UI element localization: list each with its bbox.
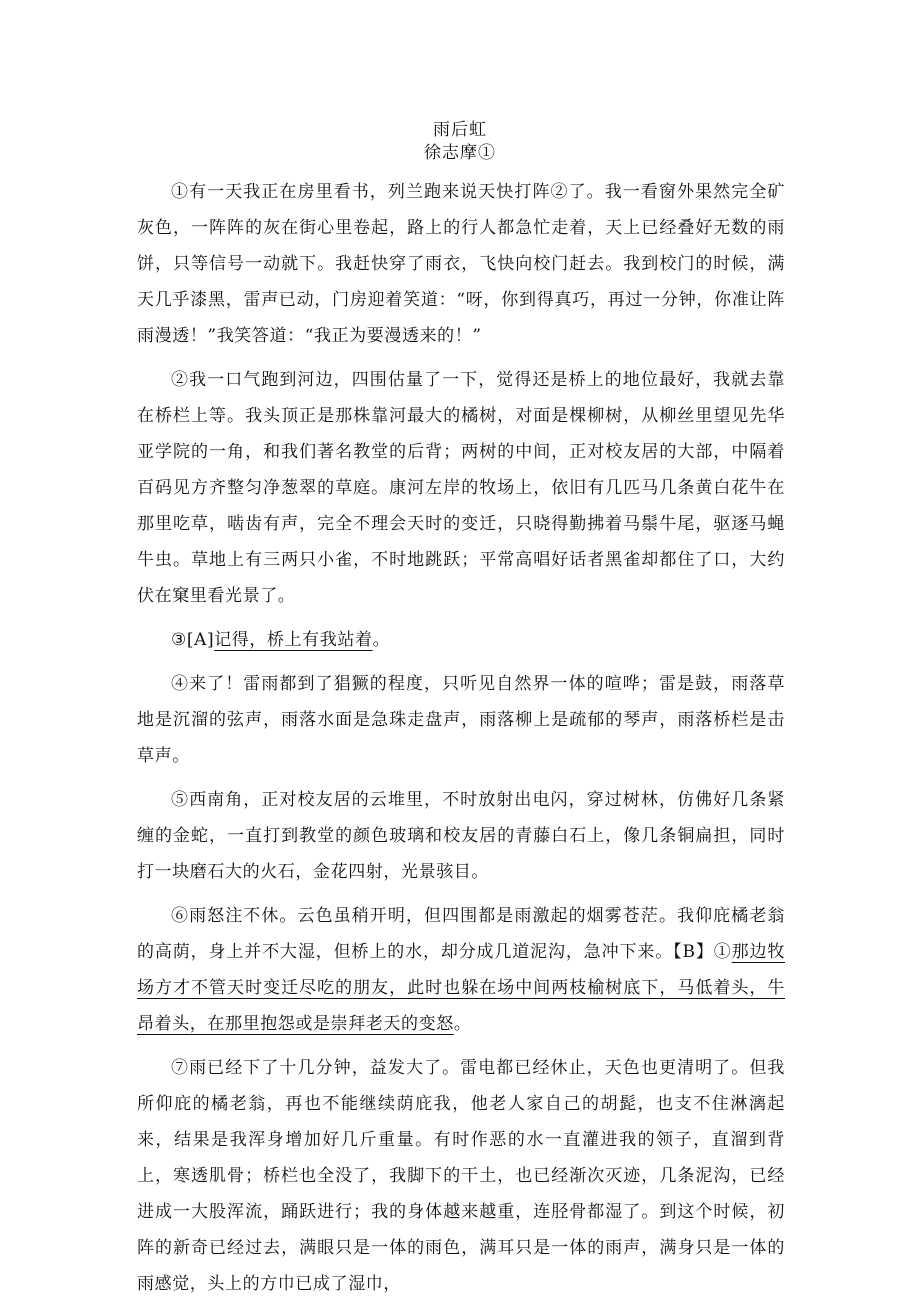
paragraph-3	[137, 622, 785, 658]
article-body	[137, 174, 785, 1310]
paragraph-1: ①有一天我正在房里看书，列兰跑来说天快打阵②了。我一看窗外果然完全矿灰色，一阵阵的灰在街心里卷起，路上的行人都急忙走着，天上已经叠好无数的雨饼，只等信号一动就下。我赶快穿了雨衣，飞快向校门赶去。我到校门的时候，满天几乎漆黑，雷声已动，门房迎着笑道：“呀，你到得真巧，再过一分钟，你准让阵雨漫透！”我笑答道：“我正为要漫透来的！”	[137, 182, 785, 346]
article-author: 徐志摩①	[424, 143, 496, 163]
paragraph-6-suffix: 。	[453, 1014, 472, 1034]
article-title: 雨后虹	[433, 120, 487, 140]
underlined-sentence-a: 记得，桥上有我站着	[214, 630, 373, 650]
paragraph-6-prefix: ⑥雨怒注不休。云色虽稍开明，但四围都是雨激起的烟雾苍茫。我仰庇橘老翁的高荫，身上并不大湿，但桥上的水，却分成几道泥沟，急冲下来。【B】①	[137, 906, 785, 962]
paragraph-3-prefix: ③[A]	[171, 630, 215, 650]
underlined-sentence-b: 那边牧场方才不管天时变迁尽吃的朋友，此时也躲在场中间两枝榆树底下，马低着头，牛昂着头，在那里抱怨或是崇拜老天的变怒	[137, 942, 785, 1034]
paragraph-7: ⑦雨已经下了十几分钟，益发大了。雷电都已经休止，天色也更清明了。但我所仰庇的橘老翁，再也不能继续荫庇我，他老人家自己的胡髭，也支不住淋漓起来，结果是我浑身增加好几斤重量。有时作恶的水一直灌进我的领子，直溜到背上，寒透肌骨；桥栏也全没了，我脚下的干土，也已经渐次灭迹，几条泥沟，已经进成一大股浑流，踊跃进行；我的身体越来越重，连胫骨都湿了。到这个时候，初阵的新奇已经过去，满眼只是一体的雨色，满耳只是一体的雨声，满身只是一体的雨感觉，头上的方巾已成了湿巾，	[137, 1058, 785, 1294]
paragraph-2: ②我一口气跑到河边，四围估量了一下，觉得还是桥上的地位最好，我就去靠在桥栏上等。我头顶正是那株靠河最大的橘树，对面是棵柳树，从柳丝里望见先华亚学院的一角，和我们著名教堂的后背；两树的中间，正对校友居的大部，中隔着百码见方齐整匀净葱翠的草庭。康河左岸的牧场上，依旧有几匹马几条黄白花牛在那里吃草，啮齿有声，完全不理会天时的变迁，只晓得勤拂着马鬃牛尾，驱逐马蝇牛虫。草地上有三两只小雀，不时地跳跃；平常高唱好话者黑雀却都住了口，大约伏在窠里看光景了。	[137, 370, 785, 606]
paragraph-3-suffix: 。	[372, 630, 391, 650]
paragraph-5: ⑤西南角，正对校友居的云堆里，不时放射出电闪，穿过树林，仿佛好几条紧缠的金蛇，一直打到教堂的颜色玻璃和校友居的青藤白石上，像几条铜扁担，同时打一块磨石大的火石，金花四射，光景骇目。	[137, 790, 785, 882]
paragraph-4: ④来了！雷雨都到了猖獗的程度，只听见自然界一体的喧哗；雷是鼓，雨落草地是沉溜的弦声，雨落水面是急珠走盘声，雨落柳上是疏郁的琴声，雨落桥栏是击草声。	[137, 674, 785, 766]
paragraph-6	[137, 898, 785, 1042]
